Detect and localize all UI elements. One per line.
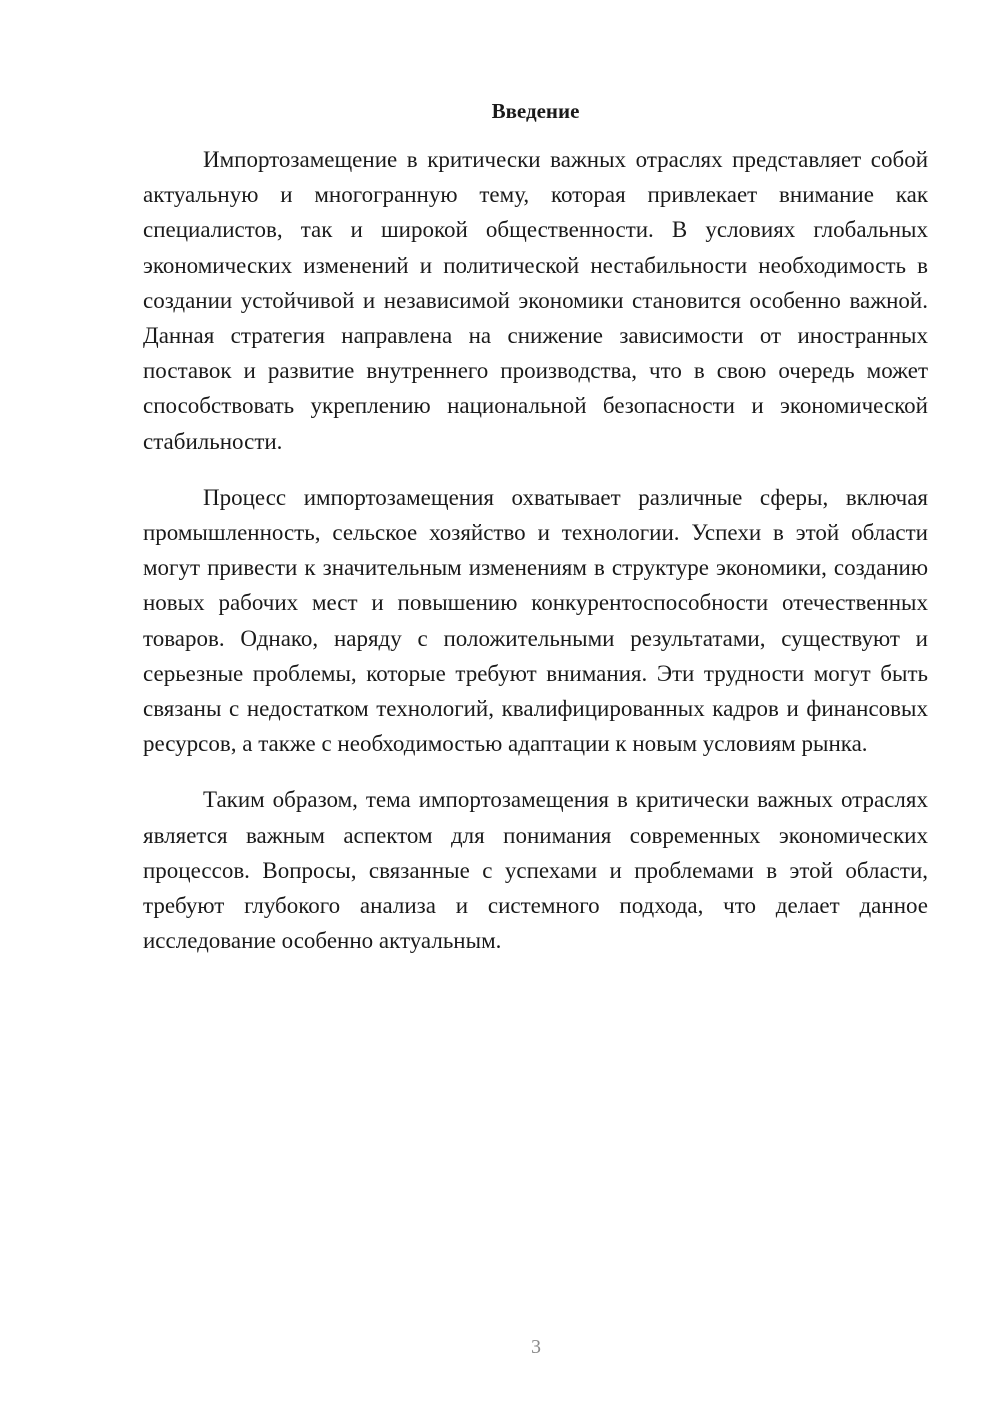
paragraph-1: Импортозамещение в критически важных отраслях представляет собой актуальную и многогранную тему, которая привлекает внимание как специалистов, так и широкой общественности. В условиях глобальных экономических изменений и политической нестабильности необходимость в создании устойчивой и независимой экономики становится особенно важной. Данная стратегия направлена на снижение зависимости от иностранных поставок и развитие внутреннего производства, что в свою очередь может способствовать укреплению национальной безопасности и экономической стабильности. <box>143 147 928 454</box>
paragraph-3: Таким образом, тема импортозамещения в критически важных отраслях является важным аспектом для понимания современных экономических процессов. Вопросы, связанные с успехами и проблемами в этой области, требуют глубокого анализа и системного подхода, что делает данное исследование особенно актуальным. <box>143 787 928 954</box>
page-number: 3 <box>531 1336 541 1358</box>
section-heading: Введение <box>491 99 580 123</box>
document-body <box>143 142 928 979</box>
paragraph-2: Процесс импортозамещения охватывает различные сферы, включая промышленность, сельское хозяйство и технологии. Успехи в этой области могут привести к значительным изменениям в структуре экономики, созданию новых рабочих мест и повышению конкурентоспособности отечественных товаров. Однако, наряду с положительными результатами, существуют и серьезные проблемы, которые требуют внимания. Эти трудности могут быть связаны с недостатком технологий, квалифицированных кадров и финансовых ресурсов, а также с необходимостью адаптации к новым условиям рынка. <box>143 484 928 757</box>
